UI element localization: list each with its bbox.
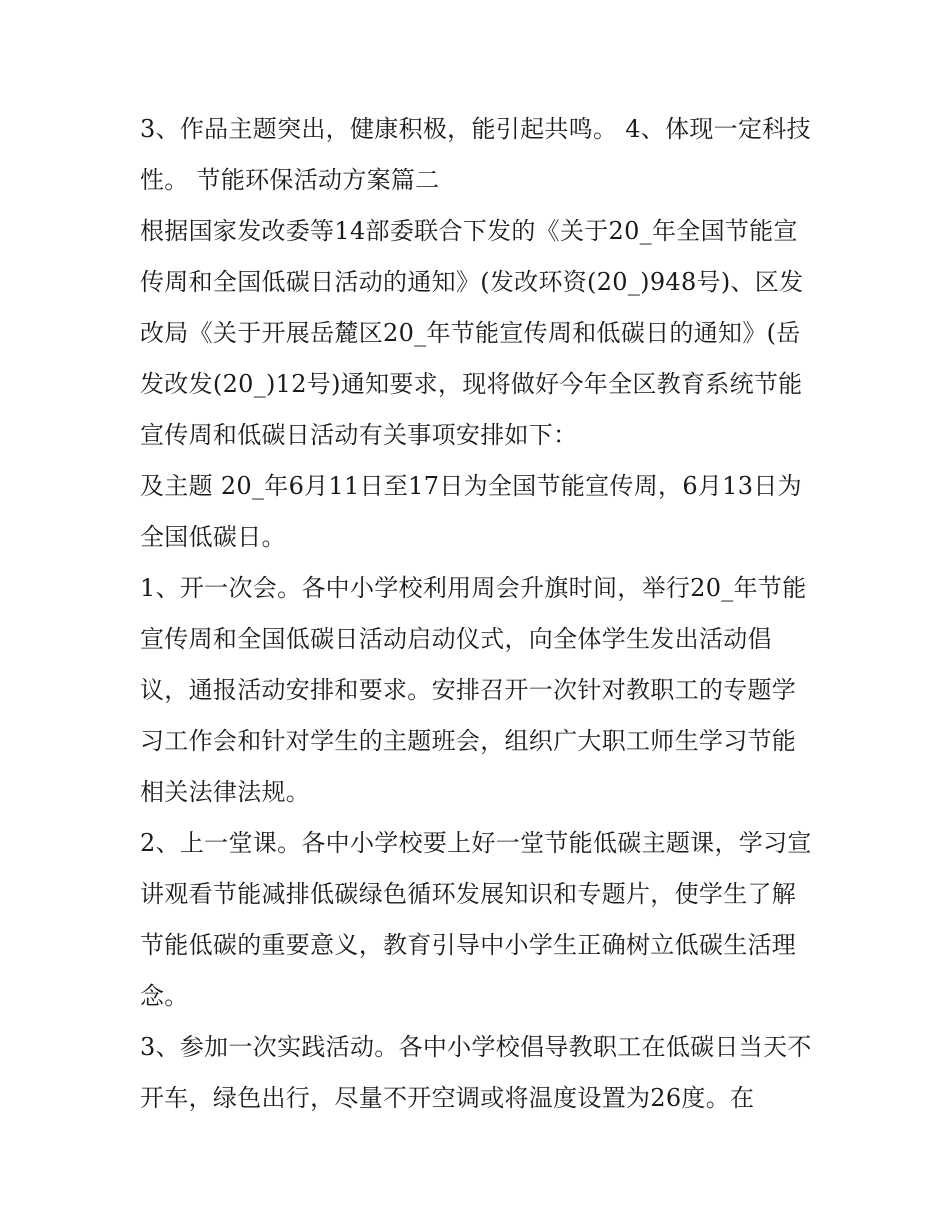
document-body [140,104,820,1124]
paragraph-background: 根据国家发改委等14部委联合下发的《关于20_年全国节能宣传周和全国低碳日活动的通知》(发改环资(20_)948号)、区发改局《关于开展岳麓区20_年节能宣传周和低碳日的通知》(岳发改发(20_)12号)通知要求，现将做好今年全区教育系统节能宣传周和低碳日活动有关事项安排如下： [140,217,804,449]
paragraph-criteria: 3、作品主题突出，健康积极，能引起共鸣。 4、体现一定科技性。 节能环保活动方案篇二 [140,115,811,194]
paragraph-item-1: 1、开一次会。各中小学校利用周会升旗时间，举行20_年节能宣传周和全国低碳日活动启动仪式，向全体学生发出活动倡议，通报活动安排和要求。安排召开一次针对教职工的专题学习工作会和针对学生的主题班会，组织广大职工师生学习节能相关法律法规。 [140,574,807,806]
paragraph-item-2: 2、上一堂课。各中小学校要上好一堂节能低碳主题课，学习宣讲观看节能减排低碳绿色循环发展知识和专题片，使学生了解节能低碳的重要意义，教育引导中小学生正确树立低碳生活理念。 [140,829,812,1010]
paragraph-item-3: 3、参加一次实践活动。各中小学校倡导教职工在低碳日当天不开车，绿色出行，尽量不开空调或将温度设置为26度。在 [140,1033,812,1112]
paragraph-theme: 及主题 20_年6月11日至17日为全国节能宣传周，6月13日为全国低碳日。 [140,472,802,551]
